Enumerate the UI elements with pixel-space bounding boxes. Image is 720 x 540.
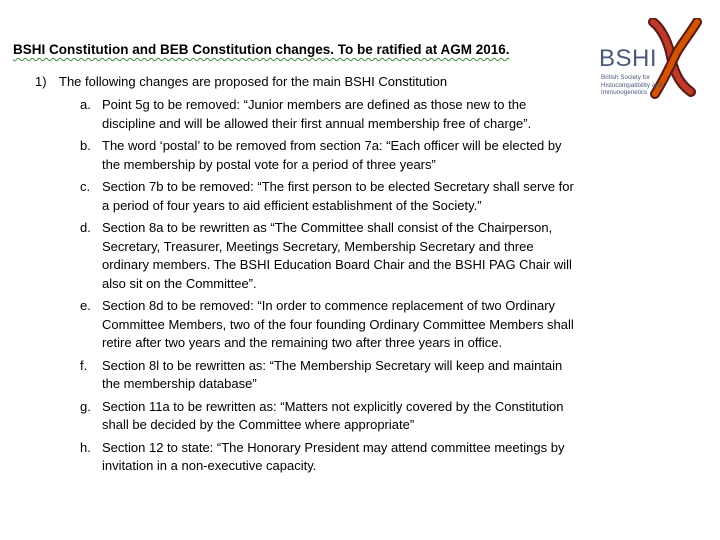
item-text: Point 5g to be removed: “Junior members are defined as those new to the discipline and will be allowed their first annual membership free of charge”. [102,97,532,131]
change-item-f [80,357,580,394]
change-item-h [80,439,580,476]
logo-name: BSHI [599,45,658,72]
change-item-b [80,137,580,174]
item-letter: d. [80,220,91,235]
item-letter: b. [80,138,91,153]
item-text: Section 11a to be rewritten as: “Matters not explicitly covered by the Constitution shall be decided by the Committee where appropriate” [102,398,564,432]
logo-subtitle: British Society for Histocompatibility and Immunogenetics [601,74,663,96]
change-list [80,96,580,480]
item-letter: c. [80,179,91,194]
point-1-number: 1) [35,74,47,89]
change-item-a [80,96,580,133]
item-letter: h. [80,439,91,455]
change-item-e [80,297,580,353]
change-item-g [80,398,580,435]
bshi-logo [595,18,715,108]
item-text: Section 8l to be rewritten as: “The Membership Secretary will keep and maintain the membership database” [102,357,563,391]
document-title: BSHI Constitution and BEB Constitution changes. To be ratified at AGM 2016. [13,42,510,57]
item-letter: a. [80,97,91,112]
item-text: Section 8a to be rewritten as “The Committee shall consist of the Chairperson, Secretary, Treasurer, Meetings Secretary, Membership Secretary and three ordinary members. The BSHI Education Board Chair and the BSHI PAG Chair will also sit on the Committee”. [102,220,572,291]
item-text: Section 12 to state: “The Honorary President may attend committee meetings by invitation in a non-executive capacity. [102,439,565,473]
item-letter: g. [80,398,91,414]
item-text: Section 8d to be removed: “In order to commence replacement of two Ordinary Committee Members, two of the four founding Ordinary Committee Members shall retire after two years and the remaining two after three years in office. [102,298,574,350]
item-text: The word ‘postal’ to be removed from section 7a: “Each officer will be elected by the membership by postal vote for a period of three years” [102,138,562,172]
item-letter: e. [80,298,91,313]
change-item-d [80,219,580,293]
point-1-text: The following changes are proposed for the main BSHI Constitution [59,74,448,89]
item-text: Section 7b to be removed: “The first person to be elected Secretary shall serve for a period of four years to aid efficient establishment of the Society.” [102,179,574,213]
item-letter: f. [80,357,88,373]
change-item-c [80,178,580,215]
point-1 [35,74,447,89]
